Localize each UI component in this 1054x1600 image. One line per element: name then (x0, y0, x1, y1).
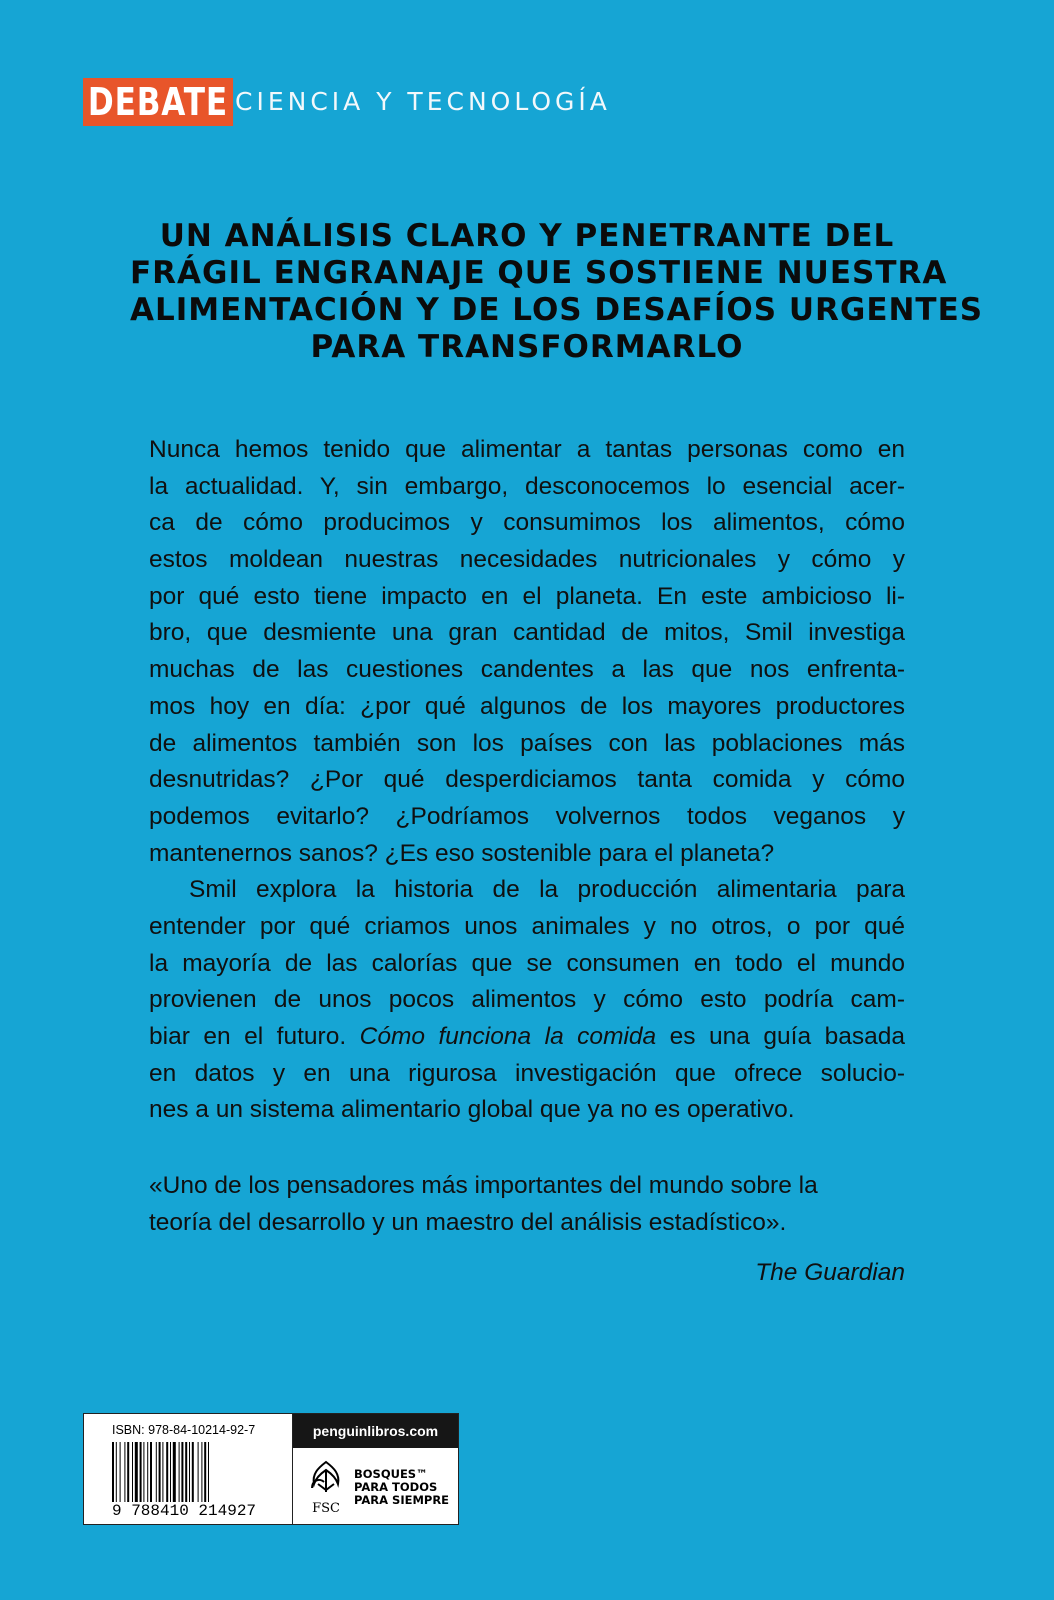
press-quote (149, 1168, 905, 1292)
barcode-bar (170, 1442, 171, 1502)
synopsis-line: podemos evitarlo? ¿Podríamos volvernos todos veganos y (149, 802, 905, 830)
headline-line: UN ANÁLISIS CLARO Y PENETRANTE DEL (159, 218, 895, 254)
barcode-bar (132, 1442, 133, 1502)
isbn-label: ISBN: 978-84-10214-92-7 (112, 1423, 256, 1437)
barcode-bar (189, 1442, 190, 1502)
barcode-icon (112, 1442, 260, 1506)
barcode-digits: 9 788410 214927 (112, 1502, 257, 1520)
barcode-bar (124, 1442, 125, 1502)
synopsis-line: desnutridas? ¿Por qué desperdiciamos tanta comida y cómo (149, 766, 905, 794)
headline (130, 218, 984, 366)
synopsis-line-with-title (149, 1019, 905, 1056)
barcode-bar (204, 1442, 206, 1502)
synopsis-line: Smil explora la historia de la producción alimentaria para (189, 876, 905, 904)
synopsis-line: nes a un sistema alimentario global que ya no es operativo. (149, 1096, 795, 1124)
synopsis-line: mos hoy en día: ¿por qué algunos de los mayores productores (149, 692, 905, 720)
barcode-bar (208, 1442, 209, 1502)
barcode-bar (112, 1442, 114, 1502)
synopsis-text: biar en el futuro. (149, 1023, 347, 1050)
barcode-bar (159, 1442, 161, 1502)
synopsis-line: la mayoría de las calorías que se consumen en todo el mundo (149, 949, 905, 977)
fsc-tagline-line: PARA TODOS (354, 1480, 438, 1494)
synopsis-line: en datos y en una rigurosa investigación que ofrece solucio- (149, 1059, 905, 1087)
barcode-bar (150, 1442, 152, 1502)
quote-source: The Guardian (755, 1259, 905, 1287)
collection-name: CIENCIA Y TECNOLOGÍA (235, 87, 611, 116)
barcode-bar (147, 1442, 148, 1502)
headline-line: ALIMENTACIÓN Y DE LOS DESAFÍOS URGENTES (130, 292, 984, 328)
book-title: Cómo funciona la comida (359, 1023, 657, 1050)
synopsis-text: es una guía basada (669, 1023, 905, 1050)
barcode-bar (201, 1442, 202, 1502)
barcode-bar (140, 1442, 142, 1502)
fsc-tagline-line: PARA SIEMPRE (354, 1493, 450, 1507)
barcode-bar (116, 1442, 117, 1502)
synopsis-line: mantenernos sanos? ¿Es eso sostenible para el planeta? (149, 839, 775, 867)
barcode-bar (135, 1442, 138, 1502)
barcode-bar (185, 1442, 187, 1502)
synopsis-line: estos moldean nuestras necesidades nutricionales y cómo y (149, 546, 905, 574)
header (83, 78, 611, 126)
barcode-panel (83, 1413, 459, 1525)
headline-line: FRÁGIL ENGRANAJE QUE SOSTIENE NUESTRA (130, 255, 948, 291)
quote-line: «Uno de los pensadores más importantes del mundo sobre la (149, 1172, 818, 1199)
barcode-bar (173, 1442, 176, 1502)
synopsis-line: por qué esto tiene impacto en el planeta. En este ambicioso li- (149, 582, 905, 610)
synopsis-line: ca de cómo producimos y consumimos los alimentos, cómo (149, 509, 905, 537)
barcode-bar (143, 1442, 144, 1502)
quote-line: teoría del desarrollo y un maestro del análisis estadístico». (149, 1208, 787, 1236)
fsc-tagline (354, 1468, 449, 1507)
barcode-bar (127, 1442, 129, 1502)
barcode-bar (192, 1442, 194, 1502)
publisher-logo: DEBATE (83, 78, 233, 126)
barcode-bar (179, 1442, 180, 1502)
synopsis-line: bro, que desmiente una gran cantidad de mitos, Smil investiga (149, 619, 905, 647)
barcode-bar (156, 1442, 157, 1502)
barcode-bar (166, 1442, 168, 1502)
synopsis-line: la actualidad. Y, sin embargo, desconocemos lo esencial acer- (149, 472, 905, 500)
publisher-website: penguinlibros.com (293, 1414, 458, 1448)
synopsis (149, 432, 905, 1129)
barcode-bar (120, 1442, 121, 1502)
fsc-tagline-line: BOSQUES™ (354, 1467, 428, 1481)
synopsis-line: Nunca hemos tenido que alimentar a tantas personas como en (149, 436, 905, 463)
synopsis-line: provienen de unos pocos alimentos y cómo esto podría cam- (149, 986, 905, 1014)
synopsis-line: entender por qué criamos unos animales y no otros, o por qué (149, 912, 905, 940)
synopsis-line: muchas de las cuestiones candentes a las que nos enfrenta- (149, 656, 905, 684)
fsc-tree-icon (304, 1458, 348, 1518)
barcode-bar (162, 1442, 163, 1502)
synopsis-line: de alimentos también son los países con las poblaciones más (149, 729, 905, 757)
fsc-label: FSC (312, 1501, 340, 1516)
barcode-bar (198, 1442, 199, 1502)
barcode-bar (181, 1442, 183, 1502)
headline-line: PARA TRANSFORMARLO (310, 329, 744, 365)
